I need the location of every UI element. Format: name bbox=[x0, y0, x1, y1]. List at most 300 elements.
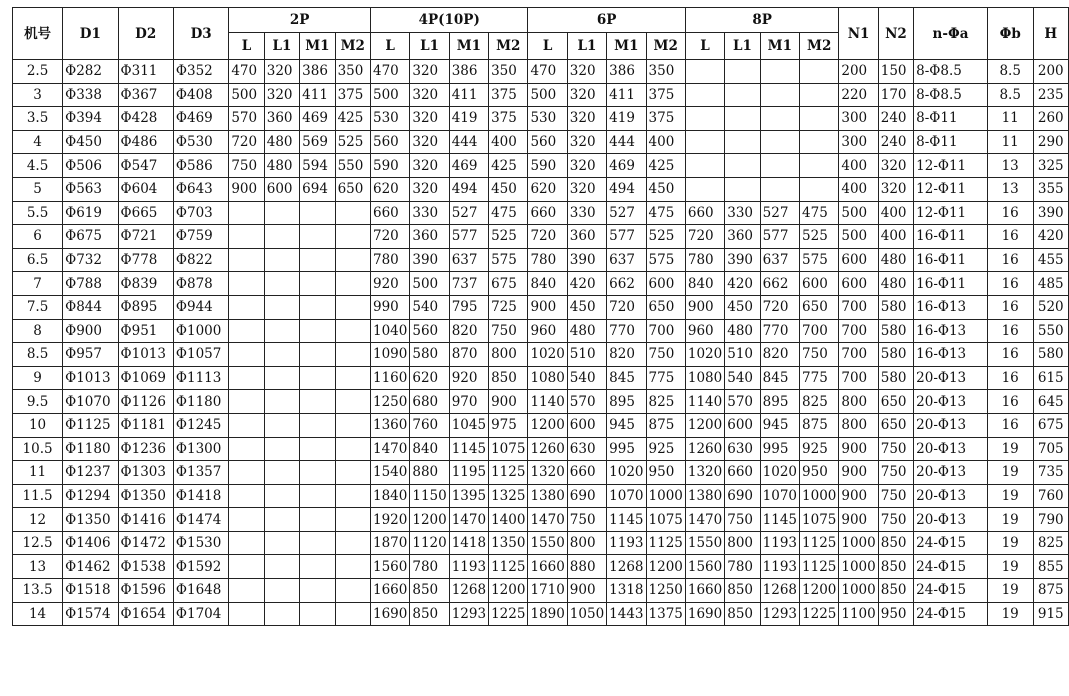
p8-m1-cell: 945 bbox=[760, 413, 799, 437]
p4-l1-cell: 580 bbox=[410, 343, 449, 367]
phib-cell: 16 bbox=[987, 295, 1033, 319]
holes-cell: 20-Φ13 bbox=[914, 366, 988, 390]
model-cell: 9 bbox=[13, 366, 63, 390]
d2-cell: Φ547 bbox=[118, 154, 173, 178]
p6-l-cell: 1020 bbox=[528, 343, 567, 367]
p6-l-cell: 530 bbox=[528, 107, 567, 131]
d1-cell: Φ1237 bbox=[63, 461, 118, 485]
p2-m2-cell bbox=[335, 201, 370, 225]
d1-cell: Φ563 bbox=[63, 177, 118, 201]
p8-m1-cell bbox=[760, 154, 799, 178]
table-row bbox=[13, 531, 1069, 555]
table-row bbox=[13, 154, 1069, 178]
p4-m1-cell: 411 bbox=[449, 83, 488, 107]
p4-m1-cell: 637 bbox=[449, 248, 488, 272]
p6-m1-cell: 945 bbox=[607, 413, 646, 437]
p8-l-cell: 1560 bbox=[685, 555, 724, 579]
p4-m2-cell: 525 bbox=[489, 225, 528, 249]
p6-l-cell: 1660 bbox=[528, 555, 567, 579]
p2-m2-cell: 375 bbox=[335, 83, 370, 107]
p8-m1-cell: 770 bbox=[760, 319, 799, 343]
n1-cell: 900 bbox=[839, 461, 878, 485]
p6-m2-cell: 400 bbox=[646, 130, 685, 154]
p8-l1-cell: 390 bbox=[725, 248, 760, 272]
h-cell: 735 bbox=[1033, 461, 1069, 485]
p2-m2-cell bbox=[335, 272, 370, 296]
p8-l1-cell bbox=[725, 60, 760, 84]
header-n2: N2 bbox=[878, 8, 913, 60]
n2-cell: 580 bbox=[878, 343, 913, 367]
p4-m1-cell: 386 bbox=[449, 60, 488, 84]
p6-l1-cell: 320 bbox=[567, 83, 606, 107]
model-cell: 9.5 bbox=[13, 390, 63, 414]
p4-m2-cell: 900 bbox=[489, 390, 528, 414]
holes-cell: 20-Φ13 bbox=[914, 461, 988, 485]
phib-cell: 13 bbox=[987, 154, 1033, 178]
n1-cell: 700 bbox=[839, 366, 878, 390]
p8-l-cell: 960 bbox=[685, 319, 724, 343]
p4-l1-cell: 1120 bbox=[410, 531, 449, 555]
p4-m2-cell: 1200 bbox=[489, 579, 528, 603]
d1-cell: Φ1350 bbox=[63, 508, 118, 532]
header-sub-m2: M2 bbox=[335, 33, 370, 60]
p2-l-cell bbox=[229, 319, 264, 343]
p8-m1-cell: 1145 bbox=[760, 508, 799, 532]
p4-m2-cell: 750 bbox=[489, 319, 528, 343]
p6-m1-cell: 820 bbox=[607, 343, 646, 367]
p4-l-cell: 590 bbox=[371, 154, 410, 178]
p6-m1-cell: 637 bbox=[607, 248, 646, 272]
p6-m2-cell: 650 bbox=[646, 295, 685, 319]
p8-l1-cell: 800 bbox=[725, 531, 760, 555]
p6-m2-cell: 1000 bbox=[646, 484, 685, 508]
p6-m1-cell: 1443 bbox=[607, 602, 646, 626]
n1-cell: 220 bbox=[839, 83, 878, 107]
holes-cell: 24-Φ15 bbox=[914, 531, 988, 555]
p4-m2-cell: 475 bbox=[489, 201, 528, 225]
holes-cell: 24-Φ15 bbox=[914, 579, 988, 603]
h-cell: 455 bbox=[1033, 248, 1069, 272]
header-sub-m1: M1 bbox=[760, 33, 799, 60]
p6-l-cell: 1550 bbox=[528, 531, 567, 555]
p6-m2-cell: 450 bbox=[646, 177, 685, 201]
model-cell: 8 bbox=[13, 319, 63, 343]
p2-l1-cell bbox=[264, 602, 299, 626]
d1-cell: Φ675 bbox=[63, 225, 118, 249]
h-cell: 390 bbox=[1033, 201, 1069, 225]
holes-cell: 16-Φ11 bbox=[914, 248, 988, 272]
p4-m2-cell: 1225 bbox=[489, 602, 528, 626]
p4-l1-cell: 320 bbox=[410, 83, 449, 107]
n1-cell: 900 bbox=[839, 484, 878, 508]
p2-m1-cell bbox=[300, 508, 335, 532]
phib-cell: 13 bbox=[987, 177, 1033, 201]
p6-l1-cell: 360 bbox=[567, 225, 606, 249]
p8-m2-cell: 1125 bbox=[800, 531, 839, 555]
d1-cell: Φ1406 bbox=[63, 531, 118, 555]
n2-cell: 950 bbox=[878, 602, 913, 626]
p8-l-cell: 780 bbox=[685, 248, 724, 272]
p6-m1-cell: 527 bbox=[607, 201, 646, 225]
phib-cell: 19 bbox=[987, 484, 1033, 508]
p2-m1-cell bbox=[300, 272, 335, 296]
d1-cell: Φ844 bbox=[63, 295, 118, 319]
p6-l1-cell: 900 bbox=[567, 579, 606, 603]
p4-m1-cell: 577 bbox=[449, 225, 488, 249]
table-row bbox=[13, 390, 1069, 414]
p6-m1-cell: 1318 bbox=[607, 579, 646, 603]
p4-m1-cell: 870 bbox=[449, 343, 488, 367]
model-cell: 5.5 bbox=[13, 201, 63, 225]
header-group-4p: 4P(10P) bbox=[371, 8, 528, 33]
p8-m2-cell: 700 bbox=[800, 319, 839, 343]
d2-cell: Φ839 bbox=[118, 272, 173, 296]
p8-m1-cell: 995 bbox=[760, 437, 799, 461]
p2-m1-cell bbox=[300, 295, 335, 319]
h-cell: 355 bbox=[1033, 177, 1069, 201]
p2-m1-cell bbox=[300, 248, 335, 272]
p8-l-cell: 1690 bbox=[685, 602, 724, 626]
p2-l-cell bbox=[229, 272, 264, 296]
p4-l1-cell: 500 bbox=[410, 272, 449, 296]
d1-cell: Φ506 bbox=[63, 154, 118, 178]
p2-l1-cell: 360 bbox=[264, 107, 299, 131]
model-cell: 2.5 bbox=[13, 60, 63, 84]
table-row bbox=[13, 83, 1069, 107]
p4-l-cell: 1920 bbox=[371, 508, 410, 532]
p2-m1-cell bbox=[300, 602, 335, 626]
p6-l1-cell: 800 bbox=[567, 531, 606, 555]
d3-cell: Φ1648 bbox=[173, 579, 228, 603]
table-row bbox=[13, 130, 1069, 154]
n1-cell: 600 bbox=[839, 272, 878, 296]
p6-l-cell: 1140 bbox=[528, 390, 567, 414]
p6-l-cell: 620 bbox=[528, 177, 567, 201]
h-cell: 825 bbox=[1033, 531, 1069, 555]
table-row bbox=[13, 343, 1069, 367]
p6-m1-cell: 770 bbox=[607, 319, 646, 343]
d3-cell: Φ1357 bbox=[173, 461, 228, 485]
n1-cell: 500 bbox=[839, 201, 878, 225]
p4-l-cell: 920 bbox=[371, 272, 410, 296]
p8-m1-cell bbox=[760, 177, 799, 201]
holes-cell: 8-Φ8.5 bbox=[914, 83, 988, 107]
p2-l-cell: 750 bbox=[229, 154, 264, 178]
p2-l-cell bbox=[229, 390, 264, 414]
holes-cell: 16-Φ13 bbox=[914, 343, 988, 367]
d2-cell: Φ1654 bbox=[118, 602, 173, 626]
p2-m1-cell bbox=[300, 225, 335, 249]
p6-m1-cell: 419 bbox=[607, 107, 646, 131]
p8-m2-cell: 1000 bbox=[800, 484, 839, 508]
n1-cell: 300 bbox=[839, 130, 878, 154]
phib-cell: 16 bbox=[987, 248, 1033, 272]
p6-m1-cell: 1193 bbox=[607, 531, 646, 555]
p6-l1-cell: 320 bbox=[567, 60, 606, 84]
n1-cell: 1000 bbox=[839, 531, 878, 555]
p4-m2-cell: 1400 bbox=[489, 508, 528, 532]
holes-cell: 20-Φ13 bbox=[914, 437, 988, 461]
p8-m1-cell: 1193 bbox=[760, 531, 799, 555]
p8-l1-cell: 420 bbox=[725, 272, 760, 296]
p8-l1-cell: 600 bbox=[725, 413, 760, 437]
p8-l-cell: 1200 bbox=[685, 413, 724, 437]
p2-l1-cell bbox=[264, 343, 299, 367]
p2-l1-cell bbox=[264, 531, 299, 555]
p2-l1-cell bbox=[264, 272, 299, 296]
p6-m2-cell: 375 bbox=[646, 83, 685, 107]
p2-l-cell bbox=[229, 295, 264, 319]
table-row bbox=[13, 201, 1069, 225]
header-sub-m1: M1 bbox=[449, 33, 488, 60]
p4-m1-cell: 1045 bbox=[449, 413, 488, 437]
h-cell: 580 bbox=[1033, 343, 1069, 367]
p6-l-cell: 900 bbox=[528, 295, 567, 319]
n1-cell: 500 bbox=[839, 225, 878, 249]
p4-l-cell: 1250 bbox=[371, 390, 410, 414]
p8-m1-cell: 1193 bbox=[760, 555, 799, 579]
p2-m2-cell bbox=[335, 225, 370, 249]
p4-l-cell: 990 bbox=[371, 295, 410, 319]
p4-m1-cell: 419 bbox=[449, 107, 488, 131]
p2-m1-cell: 411 bbox=[300, 83, 335, 107]
p4-m2-cell: 1350 bbox=[489, 531, 528, 555]
p4-l-cell: 620 bbox=[371, 177, 410, 201]
p2-m2-cell: 350 bbox=[335, 60, 370, 84]
d3-cell: Φ469 bbox=[173, 107, 228, 131]
d1-cell: Φ1574 bbox=[63, 602, 118, 626]
d1-cell: Φ1125 bbox=[63, 413, 118, 437]
holes-cell: 20-Φ13 bbox=[914, 484, 988, 508]
h-cell: 760 bbox=[1033, 484, 1069, 508]
p4-l-cell: 1470 bbox=[371, 437, 410, 461]
p2-m2-cell bbox=[335, 555, 370, 579]
p2-l-cell bbox=[229, 201, 264, 225]
holes-cell: 16-Φ11 bbox=[914, 272, 988, 296]
p4-l1-cell: 840 bbox=[410, 437, 449, 461]
h-cell: 855 bbox=[1033, 555, 1069, 579]
model-cell: 3.5 bbox=[13, 107, 63, 131]
d1-cell: Φ394 bbox=[63, 107, 118, 131]
p8-m1-cell: 1020 bbox=[760, 461, 799, 485]
p4-l-cell: 780 bbox=[371, 248, 410, 272]
p8-m1-cell: 662 bbox=[760, 272, 799, 296]
d2-cell: Φ895 bbox=[118, 295, 173, 319]
p6-l-cell: 1320 bbox=[528, 461, 567, 485]
dimension-table bbox=[12, 7, 1069, 626]
p8-m1-cell: 1293 bbox=[760, 602, 799, 626]
p8-m1-cell: 577 bbox=[760, 225, 799, 249]
p4-m2-cell: 375 bbox=[489, 83, 528, 107]
p4-l-cell: 1040 bbox=[371, 319, 410, 343]
phib-cell: 11 bbox=[987, 107, 1033, 131]
d1-cell: Φ282 bbox=[63, 60, 118, 84]
p2-l-cell bbox=[229, 343, 264, 367]
p6-l-cell: 500 bbox=[528, 83, 567, 107]
p2-m1-cell bbox=[300, 555, 335, 579]
p6-l1-cell: 690 bbox=[567, 484, 606, 508]
p8-m2-cell: 1225 bbox=[800, 602, 839, 626]
holes-cell: 12-Φ11 bbox=[914, 154, 988, 178]
p6-m2-cell: 925 bbox=[646, 437, 685, 461]
header-sub-l1: L1 bbox=[410, 33, 449, 60]
p4-l-cell: 530 bbox=[371, 107, 410, 131]
p2-l1-cell bbox=[264, 579, 299, 603]
n2-cell: 650 bbox=[878, 413, 913, 437]
p2-l1-cell bbox=[264, 366, 299, 390]
p2-l-cell bbox=[229, 248, 264, 272]
p6-m2-cell: 825 bbox=[646, 390, 685, 414]
p2-m2-cell bbox=[335, 508, 370, 532]
p4-m2-cell: 425 bbox=[489, 154, 528, 178]
d2-cell: Φ951 bbox=[118, 319, 173, 343]
p8-l1-cell: 540 bbox=[725, 366, 760, 390]
p8-l1-cell: 780 bbox=[725, 555, 760, 579]
p6-m1-cell: 720 bbox=[607, 295, 646, 319]
p4-l-cell: 1090 bbox=[371, 343, 410, 367]
p4-m1-cell: 444 bbox=[449, 130, 488, 154]
p2-l1-cell bbox=[264, 295, 299, 319]
header-sub-l: L bbox=[229, 33, 264, 60]
p8-m1-cell: 527 bbox=[760, 201, 799, 225]
p8-m2-cell: 650 bbox=[800, 295, 839, 319]
holes-cell: 12-Φ11 bbox=[914, 177, 988, 201]
p6-l-cell: 1200 bbox=[528, 413, 567, 437]
phib-cell: 8.5 bbox=[987, 83, 1033, 107]
p4-l1-cell: 680 bbox=[410, 390, 449, 414]
p4-l1-cell: 560 bbox=[410, 319, 449, 343]
n2-cell: 850 bbox=[878, 531, 913, 555]
p4-l-cell: 1660 bbox=[371, 579, 410, 603]
header-sub-l1: L1 bbox=[264, 33, 299, 60]
phib-cell: 19 bbox=[987, 531, 1033, 555]
p4-m2-cell: 1125 bbox=[489, 555, 528, 579]
table-row bbox=[13, 579, 1069, 603]
p2-m1-cell: 469 bbox=[300, 107, 335, 131]
p6-l1-cell: 320 bbox=[567, 177, 606, 201]
phib-cell: 19 bbox=[987, 602, 1033, 626]
p6-m2-cell: 1250 bbox=[646, 579, 685, 603]
d3-cell: Φ944 bbox=[173, 295, 228, 319]
p8-m1-cell: 845 bbox=[760, 366, 799, 390]
h-cell: 235 bbox=[1033, 83, 1069, 107]
header-sub-l: L bbox=[685, 33, 724, 60]
p2-l1-cell bbox=[264, 390, 299, 414]
h-cell: 420 bbox=[1033, 225, 1069, 249]
p8-m2-cell bbox=[800, 130, 839, 154]
p4-m1-cell: 527 bbox=[449, 201, 488, 225]
p6-m1-cell: 1145 bbox=[607, 508, 646, 532]
p4-m1-cell: 1418 bbox=[449, 531, 488, 555]
holes-cell: 16-Φ13 bbox=[914, 319, 988, 343]
header-d2: D2 bbox=[118, 8, 173, 60]
p8-l-cell bbox=[685, 83, 724, 107]
p4-l-cell: 1160 bbox=[371, 366, 410, 390]
p2-l1-cell bbox=[264, 225, 299, 249]
p4-l1-cell: 360 bbox=[410, 225, 449, 249]
p6-l1-cell: 320 bbox=[567, 154, 606, 178]
d2-cell: Φ486 bbox=[118, 130, 173, 154]
n1-cell: 400 bbox=[839, 177, 878, 201]
n2-cell: 850 bbox=[878, 555, 913, 579]
p8-l1-cell: 850 bbox=[725, 579, 760, 603]
p6-m2-cell: 1075 bbox=[646, 508, 685, 532]
p8-l1-cell: 570 bbox=[725, 390, 760, 414]
p2-l1-cell bbox=[264, 413, 299, 437]
header-sub-l: L bbox=[371, 33, 410, 60]
p4-m1-cell: 1395 bbox=[449, 484, 488, 508]
p4-m1-cell: 1193 bbox=[449, 555, 488, 579]
p2-l-cell bbox=[229, 555, 264, 579]
p4-l-cell: 560 bbox=[371, 130, 410, 154]
p6-m2-cell: 950 bbox=[646, 461, 685, 485]
h-cell: 520 bbox=[1033, 295, 1069, 319]
p4-m2-cell: 450 bbox=[489, 177, 528, 201]
p2-m1-cell bbox=[300, 531, 335, 555]
p4-l1-cell: 850 bbox=[410, 602, 449, 626]
p4-m1-cell: 1293 bbox=[449, 602, 488, 626]
p4-l-cell: 1690 bbox=[371, 602, 410, 626]
p8-l-cell: 720 bbox=[685, 225, 724, 249]
p4-m2-cell: 675 bbox=[489, 272, 528, 296]
n2-cell: 240 bbox=[878, 130, 913, 154]
p8-l-cell bbox=[685, 177, 724, 201]
p6-l-cell: 470 bbox=[528, 60, 567, 84]
model-cell: 8.5 bbox=[13, 343, 63, 367]
p6-m1-cell: 411 bbox=[607, 83, 646, 107]
n2-cell: 400 bbox=[878, 201, 913, 225]
d3-cell: Φ1245 bbox=[173, 413, 228, 437]
model-cell: 10.5 bbox=[13, 437, 63, 461]
d3-cell: Φ1300 bbox=[173, 437, 228, 461]
p8-m2-cell: 600 bbox=[800, 272, 839, 296]
p6-l1-cell: 390 bbox=[567, 248, 606, 272]
p4-l1-cell: 320 bbox=[410, 177, 449, 201]
phib-cell: 19 bbox=[987, 579, 1033, 603]
n1-cell: 1000 bbox=[839, 555, 878, 579]
p4-l1-cell: 390 bbox=[410, 248, 449, 272]
p8-m2-cell: 1125 bbox=[800, 555, 839, 579]
p6-l1-cell: 880 bbox=[567, 555, 606, 579]
p4-m2-cell: 1075 bbox=[489, 437, 528, 461]
p6-l-cell: 590 bbox=[528, 154, 567, 178]
p8-m1-cell: 895 bbox=[760, 390, 799, 414]
p2-l1-cell bbox=[264, 201, 299, 225]
p4-m2-cell: 850 bbox=[489, 366, 528, 390]
phib-cell: 16 bbox=[987, 225, 1033, 249]
p6-l1-cell: 320 bbox=[567, 107, 606, 131]
p2-l-cell: 720 bbox=[229, 130, 264, 154]
p4-m1-cell: 970 bbox=[449, 390, 488, 414]
p4-m2-cell: 375 bbox=[489, 107, 528, 131]
p8-m1-cell: 637 bbox=[760, 248, 799, 272]
p4-l-cell: 1870 bbox=[371, 531, 410, 555]
p6-m1-cell: 845 bbox=[607, 366, 646, 390]
p2-l1-cell bbox=[264, 319, 299, 343]
p8-l1-cell bbox=[725, 83, 760, 107]
phib-cell: 16 bbox=[987, 319, 1033, 343]
p8-l-cell bbox=[685, 107, 724, 131]
header-group-6p: 6P bbox=[528, 8, 685, 33]
p6-m2-cell: 425 bbox=[646, 154, 685, 178]
p6-m2-cell: 700 bbox=[646, 319, 685, 343]
p6-l-cell: 1260 bbox=[528, 437, 567, 461]
p4-m2-cell: 800 bbox=[489, 343, 528, 367]
model-cell: 13 bbox=[13, 555, 63, 579]
p8-m2-cell: 575 bbox=[800, 248, 839, 272]
n1-cell: 800 bbox=[839, 390, 878, 414]
p8-l-cell: 660 bbox=[685, 201, 724, 225]
